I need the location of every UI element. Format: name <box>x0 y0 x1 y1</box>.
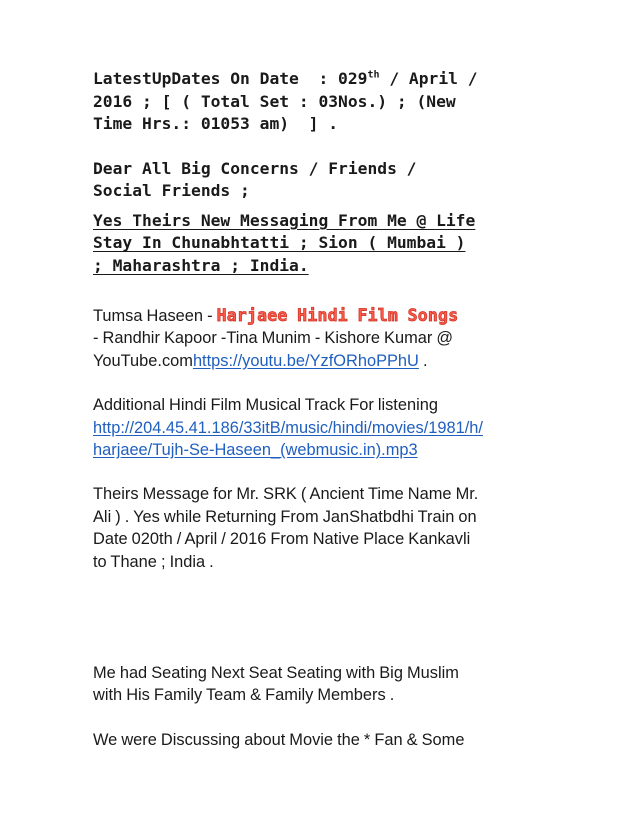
message-line-3: Date 020th / April / 2016 From Native Place Kankavli <box>93 530 471 549</box>
youtube-link[interactable]: https://youtu.be/YzfORhoPPhU <box>192 351 419 370</box>
seating-line-2: with His Family Team & Family Members . <box>93 686 395 705</box>
intro-line-1: Yes Theirs New Messaging From Me @ Life <box>93 210 476 230</box>
intro-message <box>93 210 553 278</box>
message-line-2: Ali ) . Yes while Returning From JanShatbdhi Train on <box>93 507 477 526</box>
greeting-line-1: Dear All Big Concerns / Friends / <box>93 158 417 178</box>
track-paragraph <box>93 394 553 461</box>
message-line-4: to Thane ; India . <box>93 552 214 571</box>
track-text: Additional Hindi Film Musical Track For listening <box>93 396 438 415</box>
header-line-1: LatestUpDates On Date : 029th / April / <box>93 69 478 88</box>
song-site: YouTube.com <box>93 351 193 370</box>
header-line-2: 2016 ; [ ( Total Set : 03Nos.) ; (New <box>93 91 456 111</box>
song-highlight: Harjaee Hindi Film Songs <box>216 306 459 325</box>
track-link[interactable]: http://204.45.41.186/33itB/music/hindi/movies/1981/h/ harjaee/Tujh-Se-Haseen_(webmusic.in).mp3 <box>93 418 483 460</box>
song-artists: - Randhir Kapoor -Tina Munim - Kishore Kumar @ <box>93 329 454 348</box>
seating-line-1: Me had Seating Next Seat Seating with Big Muslim <box>93 664 459 683</box>
greeting <box>93 158 553 203</box>
intro-line-3: ; Maharashtra ; India. <box>93 255 309 275</box>
song-paragraph: Tumsa Haseen - Harjaee Hindi Film Songs - Randhir Kapoor -Tina Munim - Kishore Kumar @ YouTube.comhttps://youtu.be/YzfORhoPPhU . <box>93 306 459 370</box>
song-prefix: Tumsa Haseen - <box>93 307 217 325</box>
discussion-line-1: We were Discussing about Movie the * Fan & Some <box>93 730 465 749</box>
seating-paragraph <box>93 662 553 707</box>
discussion-paragraph <box>93 729 553 751</box>
intro-line-2: Stay In Chunabhtatti ; Sion ( Mumbai ) <box>93 233 466 252</box>
document-page <box>93 68 553 751</box>
greeting-line-2: Social Friends ; <box>93 181 250 200</box>
header-line-3: Time Hrs.: 01053 am) ] . <box>93 114 339 133</box>
message-paragraph <box>93 483 553 573</box>
message-line-1: Theirs Message for Mr. SRK ( Ancient Time Name Mr. <box>93 485 479 504</box>
ordinal-suffix: th <box>367 69 380 81</box>
update-header <box>93 68 553 136</box>
